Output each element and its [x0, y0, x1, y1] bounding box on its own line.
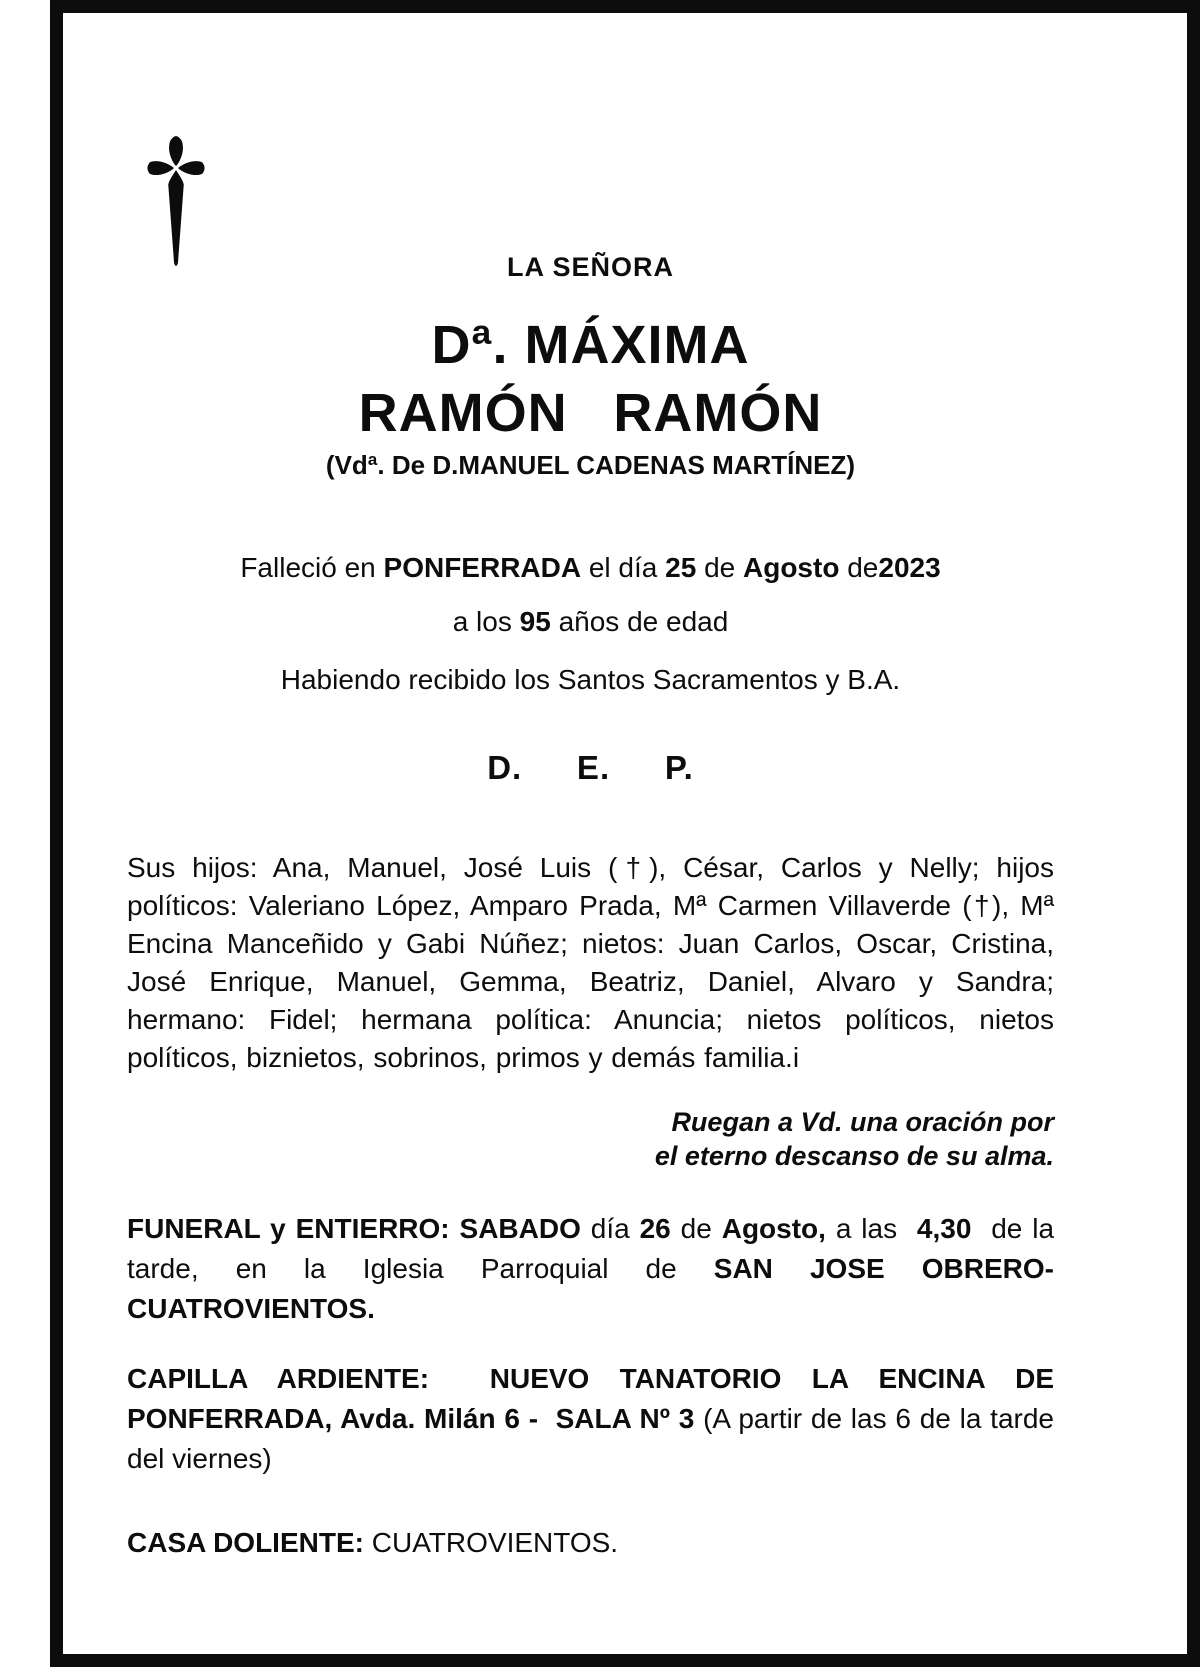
capilla-heading: CAPILLA ARDIENTE: NUEVO TANATORIO LA ENCINA DE PONFERRADA, Avda. Milán 6 - SALA Nº 3 [127, 1363, 1054, 1434]
age-text-1: a los [452, 606, 520, 637]
deceased-name-line1: Dª. MÁXIMA [431, 315, 750, 375]
funeral-month: Agosto, [721, 1213, 826, 1244]
prayer-line-1: Ruegan a Vd. una oración por [671, 1107, 1054, 1137]
funeral-heading: FUNERAL y ENTIERRO: SABADO [127, 1213, 581, 1244]
family-paragraph: Sus hijos: Ana, Manuel, José Luis (†), César, Carlos y Nelly; hijos políticos: Valeriano López, Amparo Prada, Mª Carmen Villaverde (†), Mª Encina Manceñido y Gabi Núñez; nietos: Juan Carlos, Oscar, Cristina, José Enrique, Manuel, Gemma, Beatriz, Daniel, Alvaro y Sandra; hermano: Fidel; hermana política: Anuncia; nietos políticos, nietos políticos, biznietos, sobrinos, primos y demás familia.i [127, 852, 1054, 1073]
death-text-2: el día [581, 552, 666, 583]
funeral-text-4: de la tarde, en la Iglesia Parroquial de [127, 1213, 1055, 1284]
casa-heading: CASA DOLIENTE: [127, 1527, 364, 1558]
death-text-4: de [839, 552, 879, 583]
death-month: Agosto [743, 552, 840, 583]
prayer-line-2: el eterno descanso de su alma. [654, 1141, 1054, 1171]
funeral-paragraph [127, 1209, 1054, 1329]
obituary-content [63, 251, 1187, 1563]
funeral-text-1: día [580, 1213, 640, 1244]
death-text-1: Falleció en [240, 552, 384, 583]
funeral-time: 4,30 [916, 1213, 972, 1244]
age-line [127, 605, 1054, 639]
funeral-text-2: de [670, 1213, 722, 1244]
casa-value: CUATROVIENTOS. [363, 1527, 619, 1558]
death-day: 25 [665, 552, 697, 583]
funeral-day: 26 [639, 1213, 671, 1244]
dep-line: D. E. P. [487, 749, 694, 786]
deceased-name-line2: RAMÓN RAMÓN [358, 383, 823, 443]
widow-of-line: (Vdª. De D.MANUEL CADENAS MARTÍNEZ) [325, 450, 856, 480]
casa-doliente-line [127, 1523, 1054, 1563]
capilla-paragraph [127, 1359, 1054, 1479]
age-text-2: años de edad [550, 606, 729, 637]
pre-title: LA SEÑORA [506, 252, 674, 282]
capilla-note: (A partir de las 6 de la tarde del viernes) [127, 1403, 1054, 1474]
death-line [127, 551, 1054, 585]
obituary-card [50, 0, 1200, 1667]
death-year: 2023 [878, 552, 941, 583]
prayer-block [127, 1105, 1054, 1173]
death-place: PONFERRADA [383, 552, 582, 583]
death-text-3: de [696, 552, 743, 583]
funeral-text-3: a las [825, 1213, 917, 1244]
sacraments-line: Habiendo recibido los Santos Sacramentos y B.A. [280, 664, 901, 695]
age-value: 95 [519, 606, 551, 637]
funeral-church: SAN JOSE OBRERO-CUATROVIENTOS. [127, 1253, 1054, 1324]
